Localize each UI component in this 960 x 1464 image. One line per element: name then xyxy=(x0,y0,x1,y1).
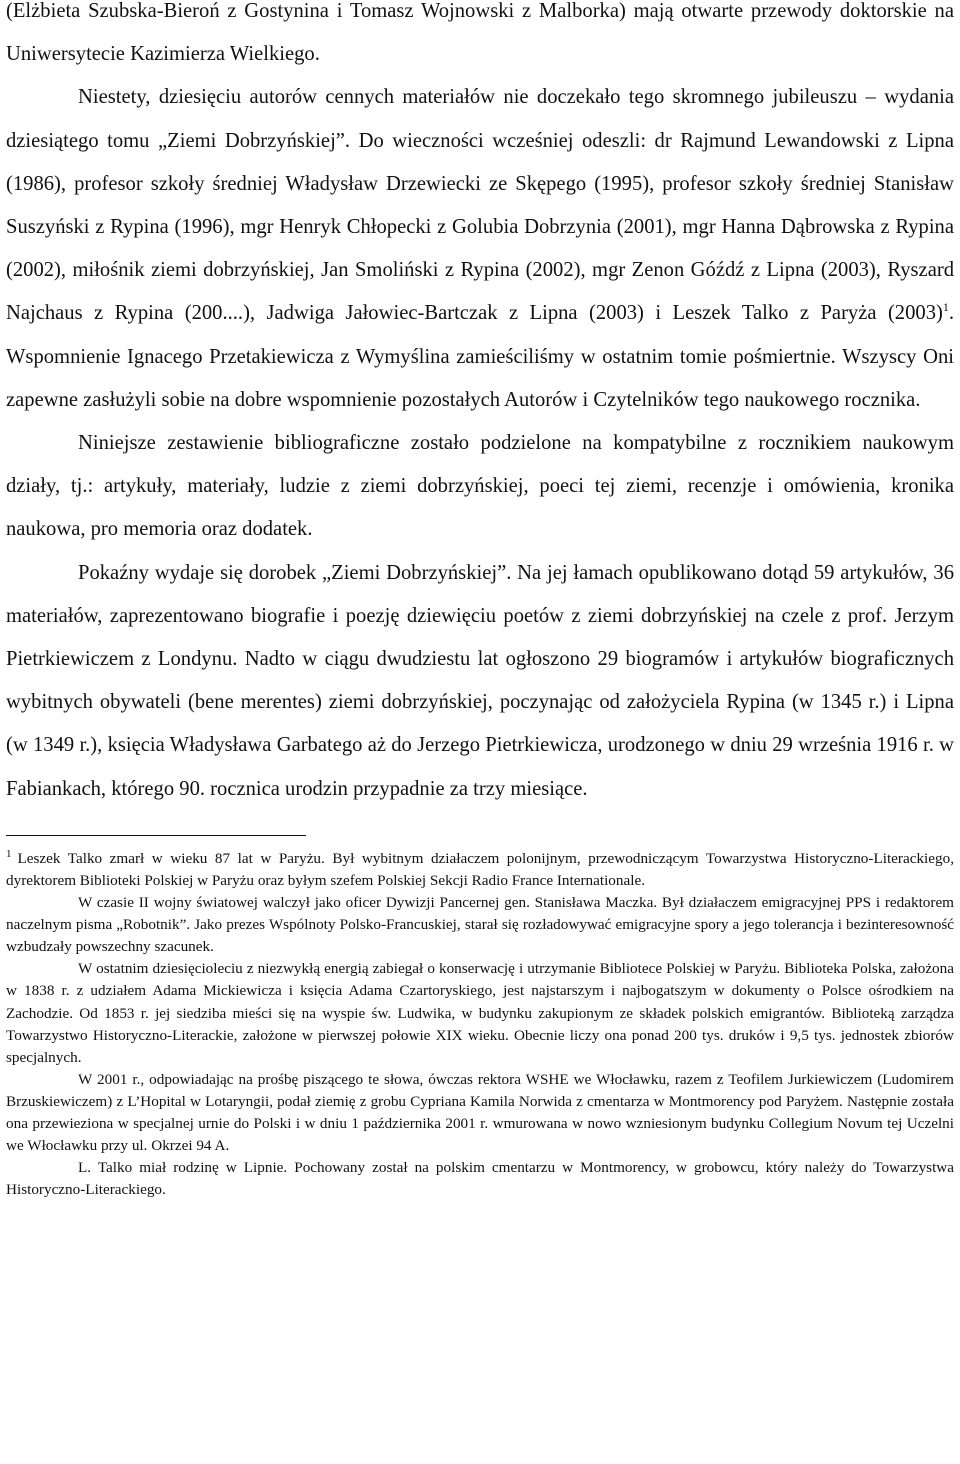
main-text xyxy=(6,0,954,811)
paragraph-achievements: Pokaźny wydaje się dorobek „Ziemi Dobrzyńskiej”. Na jej łamach opublikowano dotąd 59 artykułów, 36 materiałów, zaprezentowano biografie i poezję dziewięciu poetów z ziemi dobrzyńskiej na czele z prof. Jerzym Pietrkiewiczem z Londynu. Nadto w ciągu dwudziestu lat ogłoszono 29 biogramów i artykułów biograficznych wybitnych obywateli (bene merentes) ziemi dobrzyńskiej, poczynając od założyciela Rypina (w 1345 r.) i Lipna (w 1349 r.), księcia Władysława Garbatego aż do Jerzego Pietrkiewicza, urodzonego w dniu 29 września 1916 r. w Fabiankach, którego 90. rocznica urodzin przypadnie za trzy miesiące. xyxy=(6,561,954,800)
footnote-block xyxy=(6,848,954,1202)
document-page xyxy=(6,0,954,1201)
paragraph-deceased-authors xyxy=(6,76,954,422)
footnote-reference[interactable]: 1 xyxy=(942,300,949,315)
footnote-paragraph xyxy=(6,848,954,892)
footnote-number: 1 xyxy=(6,847,12,860)
paragraph-text-after-footnote: . Wspomnienie Ignacego Przetakiewicza z Wymyślina zamieściliśmy w ostatnim tomie pośmiertnie. Wszyscy Oni zapewne zasłużyli sobie na dobre wspomnienie pozostałych Autorów i Czytelników tego naukowego rocznika. xyxy=(6,302,954,411)
footnote-separator xyxy=(6,835,306,836)
footnote-paragraph: L. Talko miał rodzinę w Lipnie. Pochowany został na polskim cmentarzu w Montmorency, w grobowcu, który należy do Towarzystwa Historyczno-Literackiego. xyxy=(6,1159,954,1199)
footnote-paragraph: W czasie II wojny światowej walczył jako oficer Dywizji Pancernej gen. Stanisława Maczka. Był działaczem emigracyjnej PPS i redaktorem naczelnym pisma „Robotnik”. Jako prezes Wspólnoty Polsko-Francuskiej, starał się rozładowywać emigracyjne spory a jego tolerancja i bezinteresowność wzbudzały powszechny szacunek. xyxy=(6,894,954,956)
footnote-paragraph: W 2001 r., odpowiadając na prośbę piszącego te słowa, ówczas rektora WSHE we Włocławku, razem z Teofilem Jurkiewiczem (Ludomirem Brzuskiewiczem) z L’Hopital w Lotaryngii, podał ziemię z grobu Cypriana Kamila Norwida z cmentarza w Montmorency pod Paryżem. Następnie została ona przewieziona w specjalnej urnie do Polski i w dniu 1 października 2001 r. wmurowana w nowo wzniesionym budynku Collegium Novum tej Uczelni we Włocławku przy ul. Okrzei 94 A. xyxy=(6,1070,954,1155)
paragraph-text-before-footnote: Niestety, dziesięciu autorów cennych materiałów nie doczekało tego skromnego jubileuszu – wydania dziesiątego tomu „Ziemi Dobrzyńskiej”. Do wieczności wcześniej odeszli: dr Rajmund Lewandowski z Lipna (1986), profesor szkoły średniej Władysław Drzewiecki ze Skępego (1995), profesor szkoły średniej Stanisław Suszyński z Rypina (1996), mgr Henryk Chłopecki z Golubia Dobrzynia (2001), mgr Hanna Dąbrowska z Rypina (2002), miłośnik ziemi dobrzyńskiej, Jan Smoliński z Rypina (2002), mgr Zenon Góźdź z Lipna (2003), Ryszard Najchaus z Rypina (200....), Jadwiga Jałowiec-Bartczak z Lipna (2003) i Leszek Talko z Paryża (2003) xyxy=(6,86,954,325)
paragraph-bibliography-sections: Niniejsze zestawienie bibliograficzne zostało podzielone na kompatybilne z rocznikiem naukowym działy, tj.: artykuły, materiały, ludzie z ziemi dobrzyńskiej, poeci tej ziemi, recenzje i omówienia, kronika naukowa, pro memoria oraz dodatek. xyxy=(6,432,954,541)
footnote-text: Leszek Talko zmarł w wieku 87 lat w Paryżu. Był wybitnym działaczem polonijnym, przewodniczącym Towarzystwa Historyczno-Literackiego, dyrektorem Biblioteki Polskiej w Paryżu oraz byłym szefem Polskiej Sekcji Radio France Internationale. xyxy=(6,849,954,889)
footnote-paragraph: W ostatnim dziesięcioleciu z niezwykłą energią zabiegał o konserwację i utrzymanie Bibliotece Polskiej w Paryżu. Biblioteka Polska, założona w 1838 r. z udziałem Adama Mickiewicza i księcia Adama Czartoryskiego, jest najstarszym i najbogatszym w dokumenty o Polsce ośrodkiem na Zachodzie. Od 1853 r. jej siedziba mieści się na wyspie św. Ludwika, w budynku zakupionym ze składek polskich emigrantów. Biblioteką zarządza Towarzystwo Historyczno-Literackie, założone w pierwszej połowie XIX wieku. Obecnie liczy ona ponad 200 tys. druków i 9,5 tys. jednostek zbiorów specjalnych. xyxy=(6,960,954,1066)
paragraph-continuation: (Elżbieta Szubska-Bieroń z Gostynina i Tomasz Wojnowski z Malborka) mają otwarte przewody doktorskie na Uniwersytecie Kazimierza Wielkiego. xyxy=(6,0,954,66)
